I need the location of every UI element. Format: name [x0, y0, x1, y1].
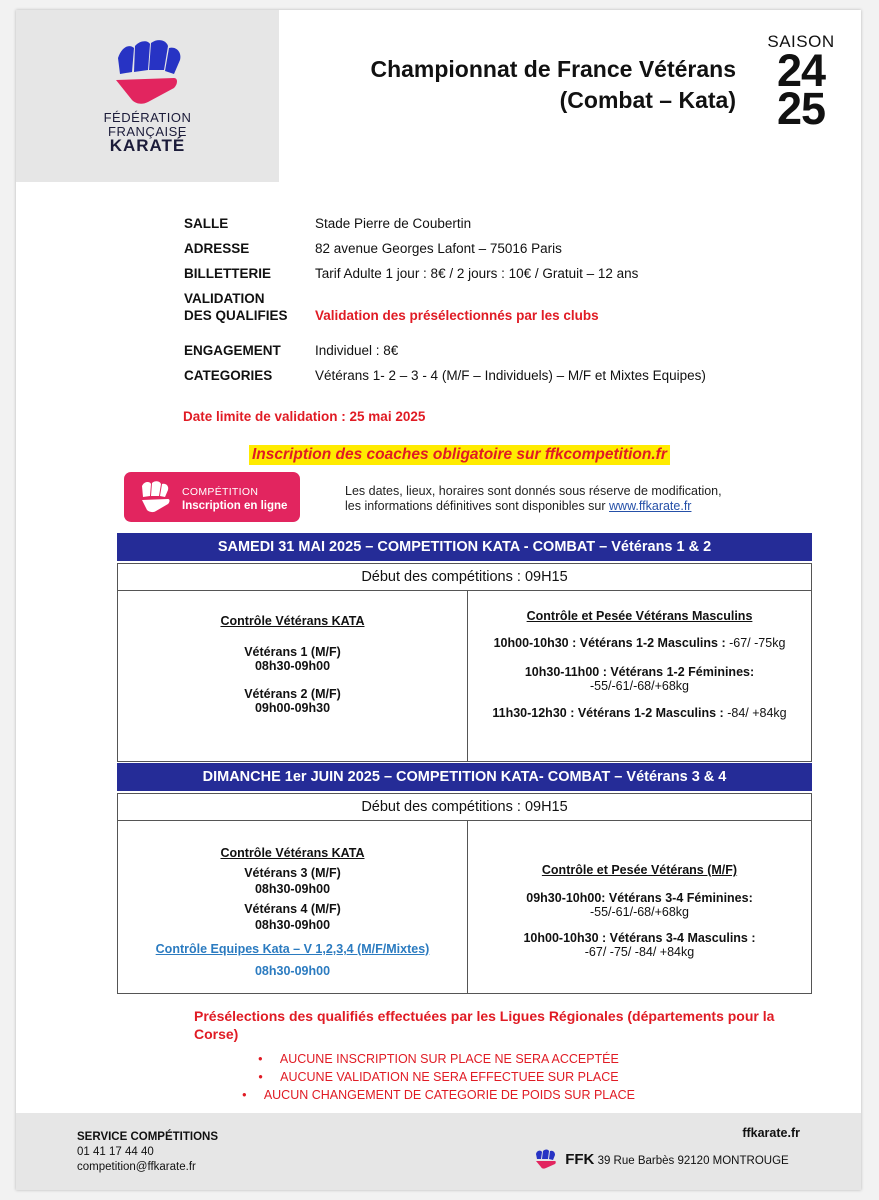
rule-item: • AUCUNE INSCRIPTION SUR PLACE NE SERA ACCEPTÉE: [258, 1052, 619, 1066]
info-value: Validation des présélectionnés par les clubs: [315, 308, 599, 323]
day1-a-time: 08h30-09h00: [254, 659, 331, 673]
season-word: SAISON: [767, 32, 835, 51]
info-value: Individuel : 8€: [315, 343, 399, 358]
rule-text: AUCUNE INSCRIPTION SUR PLACE NE SERA ACCEPTÉE: [279, 1052, 619, 1066]
info-key: CATEGORIES: [184, 368, 273, 383]
day1-left-cell: [118, 614, 467, 715]
day1-a-title: Vétérans 1 (M/F): [244, 645, 341, 659]
day1-weigh-3: [468, 706, 811, 720]
footer-phone: 01 41 17 44 40: [77, 1146, 154, 1158]
footer: [16, 1113, 861, 1190]
info-value: 82 avenue Georges Lafont – 75016 Paris: [315, 241, 562, 256]
ffk-logo-icon: [108, 38, 188, 108]
footer-service: SERVICE COMPÉTITIONS: [77, 1131, 219, 1143]
day1-weigh-2-cats: -55/-61/-68/+68kg: [589, 679, 690, 693]
footer-address: [534, 1149, 789, 1169]
page-title: [286, 54, 736, 116]
day1-left-heading: Contrôle Vétérans KATA: [220, 614, 365, 628]
day2-right-heading: Contrôle et Pesée Vétérans (M/F): [541, 863, 738, 877]
season-year-1: 24: [776, 45, 826, 96]
weigh-cats: -84/ +84kg: [723, 706, 787, 720]
day1-grid: [117, 591, 812, 762]
deadline-text: Date limite de validation : 25 mai 2025: [183, 409, 426, 424]
info-key: VALIDATION: [184, 291, 265, 306]
footer-address-text: 39 Rue Barbès 92120 MONTROUGE: [594, 1155, 789, 1167]
title-line-1: Championnat de France Vétérans: [370, 56, 736, 82]
day1-weigh-1: [468, 636, 811, 650]
disclaimer-line-2: [345, 499, 722, 514]
day1-right-heading: Contrôle et Pesée Vétérans Masculins: [526, 609, 753, 623]
day2-a-time: 08h30-09h00: [254, 882, 331, 896]
coach-notice: Inscription des coaches obligatoire sur ffkcompetition.fr: [249, 445, 670, 465]
day2-weigh-2-cats: -67/ -75/ -84/ +84kg: [584, 945, 695, 959]
day2-grid: [117, 821, 812, 994]
footer-brand: FFK: [565, 1151, 595, 1168]
weigh-time: 11h30-12h30 : Vétérans 1-2 Masculins :: [492, 706, 724, 720]
info-value: Stade Pierre de Coubertin: [315, 216, 472, 231]
title-line-2: (Combat – Kata): [559, 87, 736, 113]
season-label: [761, 32, 841, 134]
season-year-2: 25: [776, 83, 826, 134]
disclaimer: [345, 484, 722, 514]
day1-band: SAMEDI 31 MAI 2025 – COMPETITION KATA - COMBAT – Vétérans 1 & 2: [117, 533, 812, 561]
ffk-small-logo-icon: [534, 1149, 562, 1169]
badge-small-text: COMPÉTITION: [182, 486, 259, 498]
logo-area: [16, 10, 279, 182]
day2-left-heading: Contrôle Vétérans KATA: [220, 846, 365, 860]
info-key: BILLETTERIE: [184, 266, 271, 281]
info-value: Vétérans 1- 2 – 3 - 4 (M/F – Individuels) – M/F et Mixtes Equipes): [315, 368, 706, 383]
info-key: SALLE: [184, 216, 229, 231]
day2-weigh-1-cats: -55/-61/-68/+68kg: [589, 905, 690, 919]
rule-text: AUCUN CHANGEMENT DE CATEGORIE DE POIDS SUR PLACE: [263, 1088, 635, 1102]
day2-a-title: Vétérans 3 (M/F): [244, 866, 341, 880]
disclaimer-line-1: Les dates, lieux, horaires sont donnés sous réserve de modification,: [345, 484, 722, 498]
footer-contact: [77, 1130, 218, 1175]
rule-item: • AUCUNE VALIDATION NE SERA EFFECTUEE SUR PLACE: [258, 1070, 619, 1084]
footer-email[interactable]: competition@ffkarate.fr: [77, 1161, 196, 1173]
day2-b-time: 08h30-09h00: [254, 918, 331, 932]
day2-team-time: 08h30-09h00: [254, 964, 331, 978]
day2-left-cell: [118, 845, 467, 979]
day2-b-title: Vétérans 4 (M/F): [244, 902, 341, 916]
day2-weigh-2: 10h00-10h30 : Vétérans 3-4 Masculins :: [523, 931, 756, 945]
disclaimer-text: les informations définitives sont disponibles sur: [345, 499, 610, 513]
day1-b-title: Vétérans 2 (M/F): [244, 687, 341, 701]
org-line-1: FÉDÉRATION: [103, 110, 192, 125]
badge-big-text: Inscription en ligne: [182, 500, 288, 512]
day2-team-control: Contrôle Equipes Kata – V 1,2,3,4 (M/F/Mixtes): [155, 942, 430, 956]
day1-weigh-2: 10h30-11h00 : Vétérans 1-2 Féminines:: [524, 665, 755, 679]
day2-right-cell: [468, 863, 811, 959]
rules-list: [16, 1050, 861, 1104]
info-key-2: DES QUALIFIES: [184, 308, 288, 323]
day1-b-time: 09h00-09h30: [254, 701, 331, 715]
weigh-cats: -67/ -75kg: [725, 636, 786, 650]
document-page: [16, 10, 861, 1190]
day1-start: Début des compétitions : 09H15: [117, 563, 812, 591]
rule-text: AUCUNE VALIDATION NE SERA EFFECTUEE SUR PLACE: [280, 1070, 619, 1084]
footer-site[interactable]: ffkarate.fr: [742, 1126, 800, 1140]
day2-start: Début des compétitions : 09H15: [117, 793, 812, 821]
org-name: [16, 111, 279, 153]
weigh-time: 10h00-10h30 : Vétérans 1-2 Masculins :: [493, 636, 726, 650]
online-registration-badge[interactable]: [124, 472, 300, 522]
info-value: Tarif Adulte 1 jour : 8€ / 2 jours : 10€ / Gratuit – 12 ans: [315, 266, 639, 281]
info-key: ENGAGEMENT: [184, 343, 281, 358]
preselection-text: Présélections des qualifiés effectuées par les Ligues Régionales (départements pour la Corse): [194, 1008, 775, 1042]
org-line-2: FRANÇAISE: [108, 124, 187, 139]
day2-weigh-1: 09h30-10h00: Vétérans 3-4 Féminines:: [526, 891, 753, 905]
day1-right-cell: [468, 609, 811, 720]
ffkarate-link[interactable]: www.ffkarate.fr: [609, 499, 692, 513]
fist-icon: [138, 480, 174, 514]
rule-item: • AUCUN CHANGEMENT DE CATEGORIE DE POIDS SUR PLACE: [242, 1088, 635, 1102]
org-line-3: KARATÉ: [109, 136, 186, 155]
info-key: ADRESSE: [184, 241, 250, 256]
day2-band: DIMANCHE 1er JUIN 2025 – COMPETITION KATA- COMBAT – Vétérans 3 & 4: [117, 763, 812, 791]
